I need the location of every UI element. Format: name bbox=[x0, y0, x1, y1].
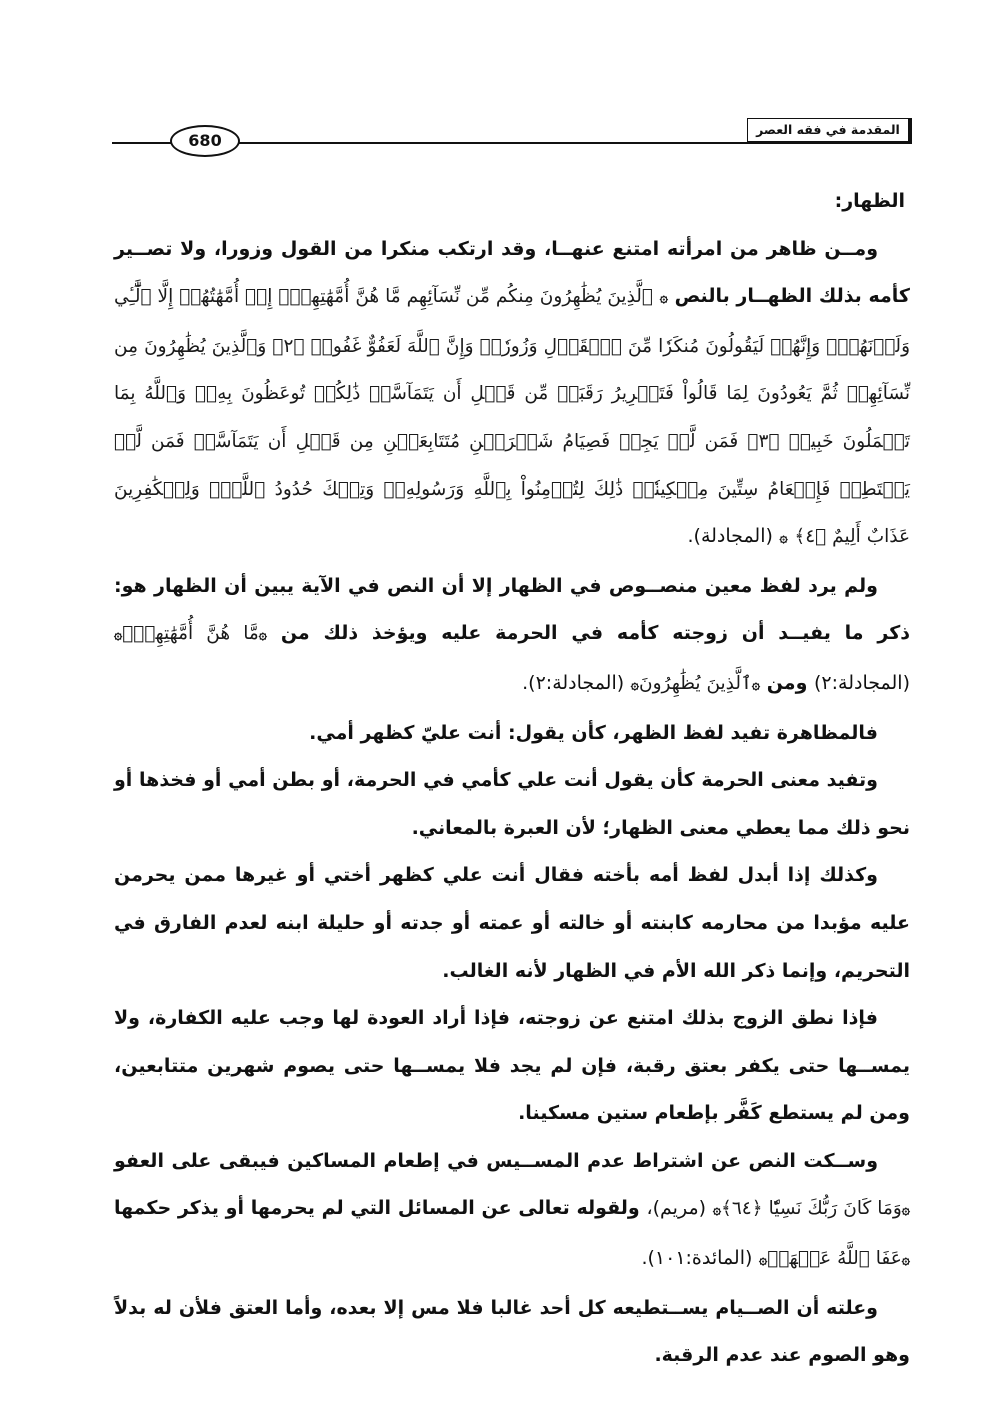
paragraph-2 bbox=[114, 563, 910, 710]
book-title: المقدمة في فقه العصر bbox=[747, 118, 912, 144]
quran-verse: ٱلَّذِينَ يُظَٰهِرُونَ bbox=[638, 672, 752, 694]
page-body bbox=[114, 178, 910, 1380]
p1-text: ومــن ظاهر من امرأته امتنع عنهــا، وقد ارتكب منكرا من القول وزورا، ولا تصــير كأمه بذلك الظهــار بالنص bbox=[114, 237, 910, 308]
quran-verse: ٱلَّذِينَ يُظَٰهِرُونَ مِنكُم مِّن نِّسَآئِهِم مَّا هُنَّ أُمَّهَٰتِهِمۡۖ إِنۡ أُمَّهَٰتُهُمۡ إِلَّا ٱلَّٰٓـِٔي وَلَدۡنَهُمۡۚ وَإِنَّهُمۡ لَيَقُولُونَ مُنكَرٗا مِّنَ ٱلۡقَوۡلِ وَزُورٗاۚ وَإِنَّ ٱللَّهَ لَعَفُوٌّ غَفُورٞ ﴿٢﴾ وَٱلَّذِينَ يُظَٰهِرُونَ مِن نِّسَآئِهِمۡ ثُمَّ يَعُودُونَ لِمَا قَالُواْ فَتَحۡرِيرُ رَقَبَةٖ مِّن قَبۡلِ أَن يَتَمَآسَّاۚ ذَٰلِكُمۡ تُوعَظُونَ بِهِۦۚ وَٱللَّهُ بِمَا تَعۡمَلُونَ خَبِيرٞ ﴿٣﴾ فَمَن لَّمۡ يَجِدۡ فَصِيَامُ شَهۡرَيۡنِ مُتَتَابِعَيۡنِ مِن قَبۡلِ أَن يَتَمَآسَّاۖ فَمَن لَّمۡ يَسۡتَطِعۡ فَإِطۡعَامُ سِتِّينَ مِسۡكِينٗاۚ ذَٰلِكَ لِتُؤۡمِنُواْ بِٱللَّهِ وَرَسُولِهِۦۚ وَتِلۡكَ حُدُودُ ٱللَّهِۗ وَلِلۡكَٰفِرِينَ عَذَابٌ أَلِيمٌ ﴿٤﴾ bbox=[114, 286, 910, 548]
paragraph-6: فإذا نطق الزوج بذلك امتنع عن زوجته، فإذا أراد العودة لها وجب عليه الكفارة، ولا يمســها حتى يكفر بعتق رقبة، فإن لم يجد فلا يمســها حتى يصوم شهرين متتابعين، ومن لم يستطع كَفَّر بإطعام ستين مسكينا. bbox=[114, 1007, 910, 1125]
quran-ornament-open: ۞ bbox=[659, 290, 668, 307]
quran-ornament-close: ۞ bbox=[779, 530, 788, 547]
paragraph-7 bbox=[114, 1138, 910, 1285]
quran-verse: مَّا هُنَّ أُمَّهَٰتِهِمۡۖ bbox=[122, 623, 259, 645]
verse-reference: (المائدة:١٠١). bbox=[641, 1247, 753, 1270]
quran-ornament-open: ۞ bbox=[258, 627, 267, 644]
p2-and-from: ومن bbox=[766, 671, 808, 694]
page-number: 680 bbox=[170, 125, 240, 157]
paragraph-1 bbox=[114, 226, 910, 563]
quran-verse: عَفَا ٱللَّهُ عَنۡهَاۗ bbox=[767, 1248, 902, 1270]
paragraph-5: وكذلك إذا أبدل لفظ أمه بأخته فقال أنت علي كظهر أختي أو غيرها ممن يحرمن عليه مؤبدا من محارمه كابنته أو خالته أو عمته أو جدته أو حليلة ابنه لعدم الفارق في التحريم، وإنما ذكر الله الأم في الظهار لأنه الغالب. bbox=[114, 864, 910, 982]
verse-reference: (المجادلة:٢). bbox=[522, 671, 625, 694]
paragraph-4: وتفيد معنى الحرمة كأن يقول أنت علي كأمي في الحرمة، أو بطن أمي أو فخذها أو نحو ذلك مما يعطي معنى الظهار؛ لأن العبرة بالمعاني. bbox=[114, 769, 910, 839]
p2-text: ولم يرد لفظ معين منصــوص في الظهار إلا أن النص في الآية يبين أن الظهار هو: ذكر ما يفيــد أن زوجته كأمه في الحرمة عليه ويؤخذ ذلك من bbox=[114, 574, 911, 645]
quran-ornament-open: ۞ bbox=[901, 1202, 910, 1219]
quran-ornament-close: ۞ bbox=[759, 1252, 768, 1269]
quran-verse: وَمَا كَانَ رَبُّكَ نَسِيّٗا ﴿٦٤﴾ bbox=[721, 1198, 902, 1220]
verse-reference: (مريم)، bbox=[646, 1197, 707, 1220]
p7-text: وســكت النص عن اشتراط عدم المســيس في إطعام المساكين فيبقى على العفو bbox=[114, 1149, 878, 1172]
paragraph-8: وعلته أن الصــيام يســتطيعه كل أحد غالبا فلا مس إلا بعده، وأما العتق فلأن له بدلاً وهو الصوم عند عدم الرقبة. bbox=[114, 1296, 910, 1367]
section-heading: الظهار: bbox=[834, 190, 905, 212]
paragraph-3: فالمظاهرة تفيد لفظ الظهر، كأن يقول: أنت عليّ كظهر أمي. bbox=[309, 721, 878, 744]
quran-ornament-close: ۞ bbox=[630, 676, 639, 693]
p7-text-2: ولقوله تعالى عن المسائل التي لم يحرمها أو يذكر حكمها bbox=[114, 1197, 640, 1220]
quran-ornament-close: ۞ bbox=[114, 627, 123, 644]
verse-reference: (المجادلة:٢) bbox=[814, 671, 910, 694]
quran-ornament-open: ۞ bbox=[751, 676, 761, 693]
quran-ornament-close: ۞ bbox=[712, 1202, 722, 1219]
page-header bbox=[112, 115, 912, 165]
verse-reference: (المجادلة). bbox=[687, 525, 773, 548]
quran-ornament-open: ۞ bbox=[901, 1252, 910, 1269]
